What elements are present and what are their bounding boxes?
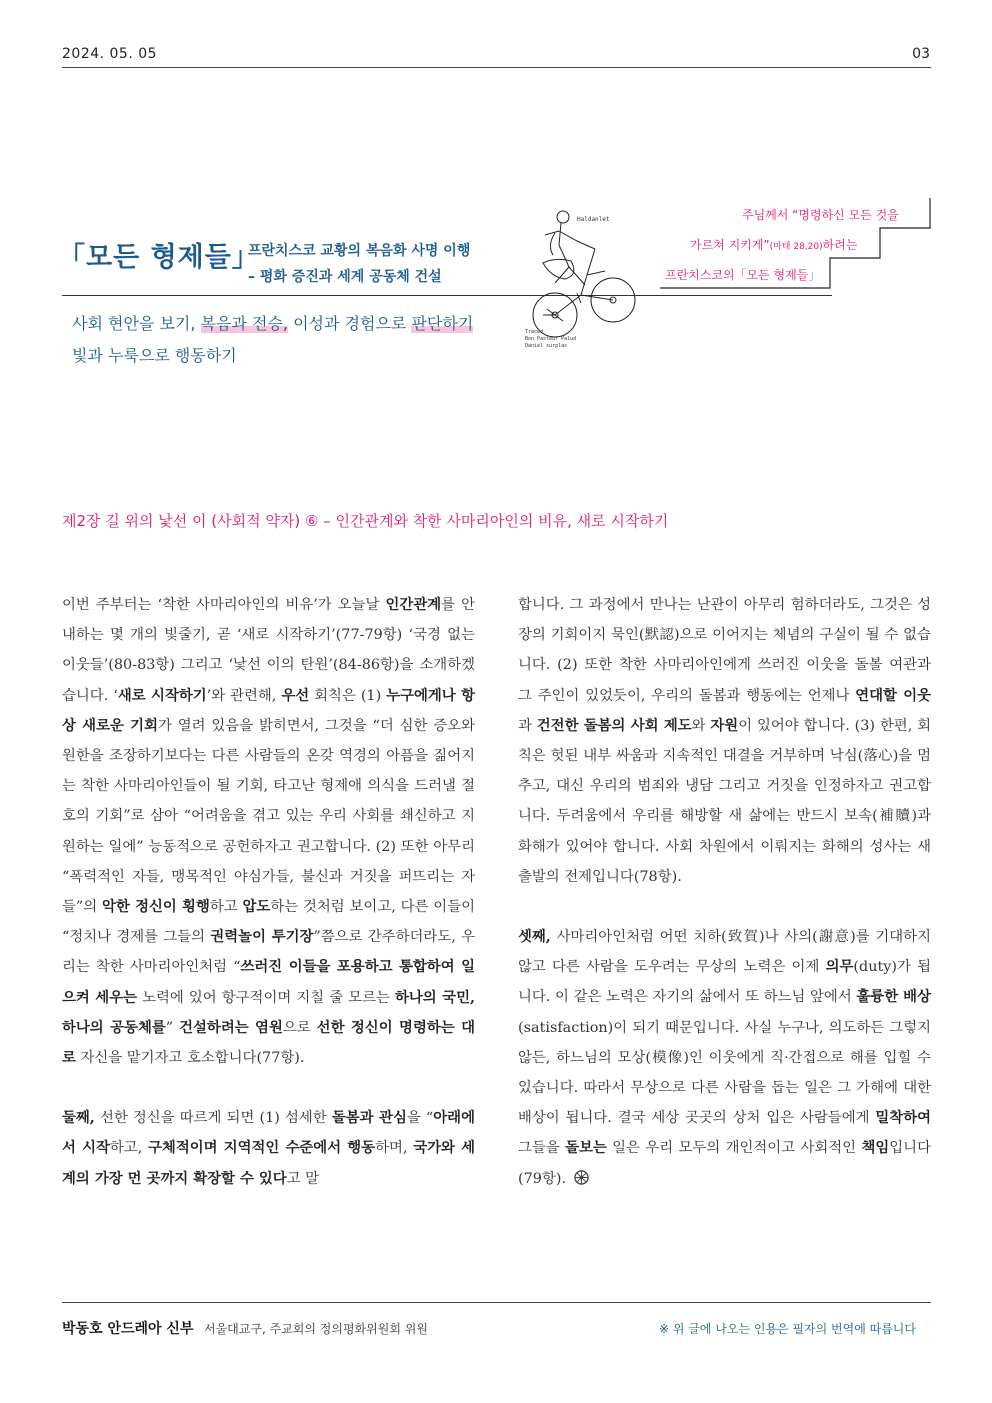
paragraph-2-start: 둘째, 선한 정신을 따르게 되면 (1) 섬세한 돌봄과 관심을 “아래에서 시작하고, 구체적이며 지역적인 수준에서 행동하며, 국가와 세계의 가장 먼 곳까지 확장할 수 있다고 말	[62, 1109, 475, 1187]
translation-note: ※ 위 글에 나오는 인용은 필자의 번역에 따릅니다	[658, 1322, 916, 1336]
chapter-heading: 제2장 길 위의 낯선 이 (사회적 약자) ⑥ – 인간관계와 착한 사마리아인의 비유, 새로 시작하기	[62, 512, 669, 530]
motto-line-1	[72, 311, 473, 334]
top-divider	[62, 67, 931, 68]
motto-highlight: 복음과 전승,	[200, 314, 288, 333]
body-column-left	[62, 590, 475, 1224]
body-column-right	[518, 590, 931, 1224]
illustration-note-1: Traced	[525, 329, 544, 335]
series-subtitle-1: 프란치스코 교황의 복음화 사명 이행	[248, 243, 471, 259]
paragraph-1: 이번 주부터는 ‘착한 사마리아인의 비유’가 오늘날 인간관계를 안내하는 몇 개의 빛줄기, 곧 ‘새로 시작하기’(77-79항) ‘국경 없는 이웃들’(80-83항) 그리고 ‘낯선 이의 탄원’(84-86항)을 소개하겠습니다. ‘새로 시작하기’와 관련해, 우선 회칙은 (1) 누구에게나 항상 새로운 기회가 열려 있음을 밝히면서, 그것을 “더 심한 증오와 원한을 조장하기보다는 다른 사람들의 온갖 역경의 아픔을 짊어지는 착한 사마리아인들이 될 기회, 타고난 형제애 의식을 드러낼 절호의 기회”로 삼아 “어려움을 겪고 있는 우리 사회를 쇄신하고 지원하는 일에” 능동적으로 공헌하자고 권고합니다. (2) 또한 아무리 “폭력적인 자들, 맹목적인 야심가들, 불신과 거짓을 퍼뜨리는 자들”의 악한 정신이 횡행하고 압도하는 것처럼 보이고, 다른 이들이 “정치나 경제를 그들의 권력놀이 투기장”쯤으로 간주하더라도, 우리는 착한 사마리아인처럼 “쓰러진 이들을 포용하고 통합하여 일으켜 세우는 노력에 있어 항구적이며 지칠 줄 모르는 하나의 국민, 하나의 공동체를” 건설하려는 염원으로 선한 정신이 명령하는 대로 자신을 맡기자고 호소합니다(77항).	[62, 596, 476, 1067]
stair-text-2-end: 하려는	[822, 238, 858, 252]
stair-text-2	[690, 236, 857, 253]
illustration-caption: Haldanlet	[577, 216, 610, 223]
stair-text-3: 프란치스코의「모든 형제들」	[665, 268, 821, 282]
stair-text-2-main: 가르쳐 지키게”	[690, 238, 770, 252]
series-subtitle-2: – 평화 증진과 세계 공동체 건설	[248, 269, 442, 285]
end-mark-icon	[574, 1170, 589, 1185]
author-name: 박동호 안드레아 신부	[62, 1321, 194, 1337]
paragraph-3: 셋째, 사마리아인처럼 어떤 치하(致賀)나 사의(謝意)를 기대하지 않고 다른 사람을 도우려는 무상의 노력은 이제 의무(duty)가 됩니다. 이 같은 노력은 자기의 삶에서 또 하느님 앞에서 훌륭한 배상(satisfaction)이 되기 때문입니다. 사실 누구나, 의도하든 그렇지 않든, 하느님의 모상(模像)인 이웃에게 직·간접으로 해를 입힐 수 있습니다. 따라서 무상으로 다른 사람을 돕는 일은 그 가해에 대한 배상이 됩니다. 결국 세상 곳곳의 상처 입은 사람들에게 밀착하여 그들을 돌보는 일은 우리 모두의 개인적이고 사회적인 책임입니다(79항).	[518, 928, 932, 1187]
illustration-note-2: Bon Pasteur Palud	[525, 336, 577, 342]
illustration-note-3: Daniel surplas	[525, 343, 568, 349]
cyclist-illustration	[525, 205, 640, 350]
issue-date: 2024. 05. 05	[62, 46, 158, 62]
motto-line-2: 빛과 누룩으로 행동하기	[72, 346, 237, 365]
page-number: 03	[912, 46, 930, 62]
bible-reference: (마태 28,20)	[769, 242, 823, 252]
bottom-divider	[62, 1302, 931, 1303]
series-title: 「모든 형제들」	[58, 242, 260, 273]
motto-highlight: 판단하기	[411, 314, 474, 333]
paragraph-2-cont: 합니다. 그 과정에서 만나는 난관이 아무리 험하더라도, 그것은 성장의 기회이지 묵인(默認)으로 이어지는 체념의 구실이 될 수 없습니다. (2) 또한 착한 사마리아인에게 쓰러진 이웃을 돌볼 여관과 그 주인이 있었듯이, 우리의 돌봄과 행동에는 언제나 연대할 이웃과 건전한 돌봄의 사회 제도와 자원이 있어야 합니다. (3) 한편, 회칙은 헛된 내부 싸움과 지속적인 대결을 거부하며 낙심(落心)을 멈추고, 대신 우리의 범죄와 냉담 그리고 거짓을 인정하자고 권고합니다. 두려움에서 우리를 해방할 새 삶에는 반드시 보속(補贖)과 화해가 있어야 합니다. 사회 차원에서 이뤄지는 화해의 성사는 새 출발의 전제입니다(78항).	[518, 597, 932, 885]
motto-text: 이성과 경험으로	[288, 314, 412, 333]
motto-text: 사회 현안을 보기,	[72, 314, 201, 333]
author-role: 서울대교구, 주교회의 정의평화위원회 위원	[204, 1322, 428, 1336]
stair-text-1: 주님께서 “명령하신 모든 것을	[742, 208, 899, 222]
